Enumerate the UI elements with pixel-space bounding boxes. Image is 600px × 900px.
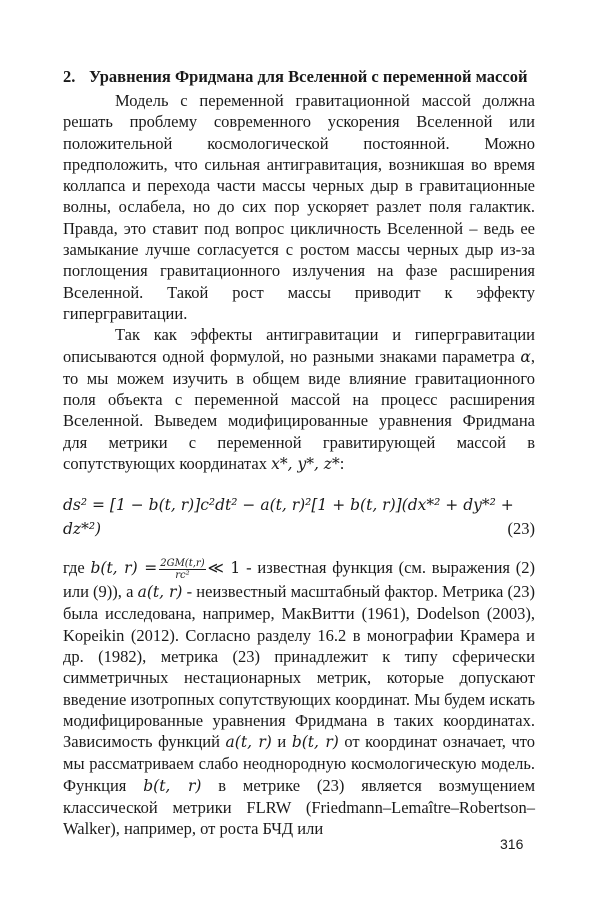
- paragraph-3-text-3: от координат означает, что мы рассматриваем слабо неоднородную космологическую модель. Функция: [63, 732, 536, 795]
- much-less-than: ≪ 1: [207, 559, 241, 578]
- paragraph-3-text-1: - известная функция (см. выражения (2) или (9)), а: [63, 558, 536, 602]
- page-content: [63, 66, 535, 840]
- page-number: 316: [500, 836, 524, 852]
- a-function-2: a(t, r): [225, 733, 272, 752]
- b-function-2: b(t, r): [143, 776, 202, 795]
- equation-line-1: ds² = [1 − b(t, r)]c²dt² − a(t, r)²[1 + b(t, r)](dx*² + dy*² +: [63, 496, 514, 515]
- fraction-numerator: 2GM(t,r): [160, 558, 205, 570]
- equation-line-2: dz*²): [63, 520, 102, 539]
- paragraph-2-rest: , то мы можем изучить в общем виде влияние гравитационного поля объекта с переменной массой на процесс расширения Вселенной. Выведем модифицированные уравнения Фридмана для метрики с переменной гравитирующей массой в сопутствующих координатах: [63, 346, 535, 474]
- section-number: 2.: [63, 67, 76, 86]
- equation-23: [63, 493, 535, 541]
- fraction: [159, 558, 205, 581]
- a-function: a(t, r): [137, 583, 183, 602]
- paragraph-3-text-2: - неизвестный масштабный фактор. Метрика (23) была исследована, например, МакВитти (1961), Dodelson (2003), Kopeikin (2012). Согласно разделу 16.2 в монографии Крамера и др. (1982), метрика (23) принадлежит к типу сферически симметричных нестационарных метрик, которые допускают введение изотропных сопутствующих координат. Мы будем искать модифицированные уравнения Фридмана в таких координатах. Зависимость функций: [63, 582, 536, 752]
- comoving-coordinates: x*, y*, z*: [271, 455, 340, 474]
- word-gde: где: [63, 558, 85, 578]
- b-function: b(t, r): [291, 733, 339, 752]
- alpha-symbol: α: [520, 347, 531, 366]
- paragraph-1: Модель с переменной гравитационной массой должна решать проблему современного ускорения Вселенной или положительной космологической постоянной. Можно предположить, что сильная антигравитация, возникшая во время коллапса и перехода части массы черных дыр в гравитационные волны, ослабела, но до сих пор ускоряет разлет поля галактик. Правда, это ставит под вопрос цикличность Вселенной – ведь ее замыкание лучше согласуется с ростом массы черных дыр из-за поглощения гравитационного излучения на фазе расширения Вселенной. Такой рост массы приводит к эффекту гипергравитации.: [63, 91, 535, 323]
- paragraph-2-text: Так как эффекты антигравитации и гипергравитации описываются одной формулой, но разными знаками параметра: [63, 325, 535, 366]
- word-and: и: [277, 732, 287, 752]
- paragraph-3: [63, 557, 535, 839]
- section-title: Уравнения Фридмана для Вселенной с переменной массой: [89, 67, 528, 86]
- b-definition: b(t, r) =: [90, 559, 158, 578]
- fraction-denominator: rc²: [175, 570, 190, 582]
- paragraph-2-end: :: [339, 454, 345, 474]
- equation-number: (23): [507, 519, 535, 539]
- section-heading: [63, 66, 535, 88]
- paragraph-3-text-4: в метрике (23) является возмущением классической метрики FLRW (Friedmann–Lemaître–Robertson–Walker), например, от роста БЧД или: [63, 775, 536, 839]
- paragraph-2: [63, 324, 535, 475]
